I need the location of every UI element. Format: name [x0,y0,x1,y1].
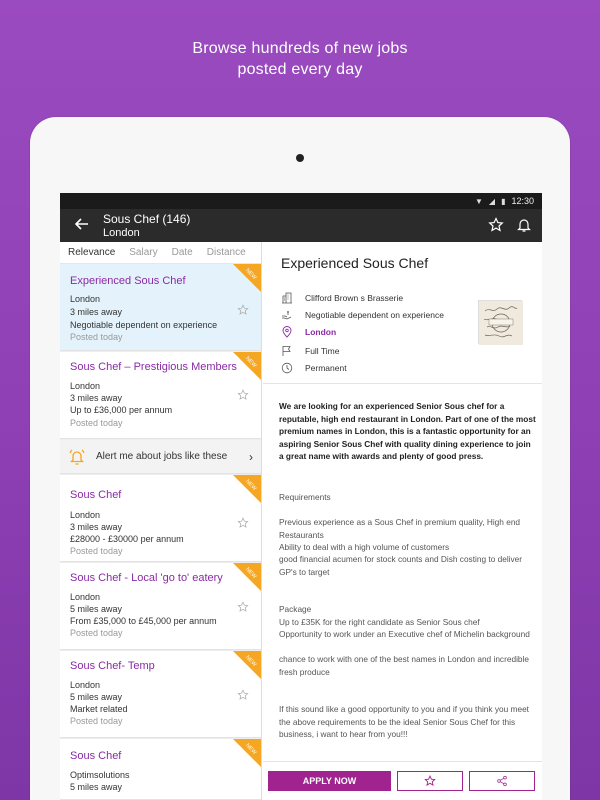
star-icon[interactable] [237,304,249,316]
svg-text:NEW: NEW [244,478,258,492]
job-list-pane [60,242,262,800]
job-location: London [70,381,101,391]
apply-now-button[interactable]: APPLY NOW [268,771,391,791]
sort-salary[interactable]: Salary [129,247,158,258]
job-card[interactable] [60,475,261,562]
job-detail-pane [263,242,542,800]
new-badge [233,264,261,292]
job-posted: Posted today [70,546,123,556]
package-item: chance to work with one of the best names in London and incredible fresh produce [279,654,529,677]
save-job-button[interactable] [397,771,463,791]
building-icon [281,292,293,304]
job-posted: Posted today [70,332,123,342]
job-location: London [70,510,101,520]
back-arrow-icon[interactable] [74,216,92,234]
new-badge [233,563,261,591]
job-posted: Posted today [70,418,123,428]
detail-title: Experienced Sous Chef [281,255,429,271]
job-location: London [70,680,101,690]
job-card[interactable] [60,264,261,351]
search-location: London [103,227,140,239]
svg-text:NEW: NEW [244,355,258,369]
promo-line-1: Browse hundreds of new jobs [192,40,408,57]
job-card[interactable] [60,352,261,439]
package-heading: Package [279,604,312,614]
job-title[interactable]: Sous Chef- Temp [70,660,155,672]
job-distance: 5 miles away [70,782,123,792]
location-pin-icon [281,326,293,338]
hours-text: Full Time [305,346,340,356]
new-badge [233,475,261,503]
share-job-button[interactable] [469,771,535,791]
search-title: Sous Chef (146) [103,212,191,226]
star-icon[interactable] [237,389,249,401]
new-badge [233,651,261,679]
bell-icon[interactable] [516,217,532,233]
job-salary: Market related [70,704,128,714]
new-badge [233,739,261,767]
requirement-item: Previous experience as a Sous Chef in premium quality, High end Restaurants [279,517,521,540]
flag-icon [281,345,293,357]
job-salary: £28000 - £30000 per annum [70,534,184,544]
package-item: Up to £35K for the right candidate as Senior Sous chef [279,617,480,627]
app-bar [60,209,542,242]
sort-relevance[interactable]: Relevance [68,247,116,258]
chevron-right-icon: › [249,450,253,464]
clock-icon [281,362,293,374]
job-distance: 3 miles away [70,307,123,317]
money-hand-icon [281,309,293,321]
job-title[interactable]: Sous Chef – Prestigious Members [70,361,237,373]
signal-icon: ◢ [488,196,496,206]
job-distance: 5 miles away [70,692,123,702]
star-icon[interactable] [237,517,249,529]
star-icon[interactable] [488,217,504,233]
job-distance: 3 miles away [70,522,123,532]
job-location: Optimsolutions [70,770,130,780]
battery-icon: ▮ [501,196,506,206]
requirements-heading: Requirements [279,492,331,502]
job-posted: Posted today [70,716,123,726]
alarm-bell-icon [67,447,87,467]
star-icon[interactable] [237,689,249,701]
job-title[interactable]: Sous Chef - Local 'go to' eatery [70,572,223,584]
status-time: 12:30 [511,196,534,206]
action-bar [263,761,542,800]
sort-date[interactable]: Date [171,247,193,258]
location-text[interactable]: London [305,327,337,337]
job-distance: 3 miles away [70,393,123,403]
job-salary: Up to £36,000 per annum [70,405,173,415]
camera-icon [296,154,304,162]
job-location: London [70,294,101,304]
svg-text:NEW: NEW [244,654,258,668]
company-logo [478,300,522,344]
star-icon[interactable] [237,601,249,613]
contract-text: Permanent [305,363,347,373]
promo-caption [0,38,600,80]
job-salary: Negotiable dependent on experience [70,320,218,330]
job-title[interactable]: Sous Chef [70,750,122,762]
job-salary: From £35,000 to £45,000 per annum [70,616,217,626]
promo-line-2: posted every day [237,61,363,78]
status-bar [60,193,542,209]
job-intro: We are looking for an experienced Senior Sous chef for a reputable, high end restaurant in London. Part of one of the most premium names in London, this is a fantastic opportunity for an aspiring Senior Sous Chef with quality dining experience to join a great name with awards and plenty of good press. [279,401,536,461]
sort-distance[interactable]: Distance [206,247,246,258]
wifi-icon: ▼ [474,196,483,206]
job-card[interactable] [60,651,261,738]
job-card[interactable] [60,739,261,800]
star-icon [424,775,436,787]
svg-text:NEW: NEW [244,566,258,580]
share-icon [496,775,508,787]
job-card[interactable] [60,563,261,650]
svg-text:NEW: NEW [244,742,258,756]
job-distance: 5 miles away [70,604,123,614]
requirement-item: Ability to deal with a high volume of customers [279,542,450,552]
salary-text: Negotiable dependent on experience [305,310,444,320]
svg-text:NEW: NEW [244,267,258,281]
job-title[interactable]: Sous Chef [70,489,122,501]
job-location: London [70,592,101,602]
company-name: Clifford Brown s Brasserie [305,293,404,303]
closing-text: If this sound like a good opportunity to you and if you think you meet the above requirements to be the ideal Senior Sous Chef for this business, i want to hear from you!!! [279,704,529,739]
job-title[interactable]: Experienced Sous Chef [70,275,186,287]
job-posted: Posted today [70,628,123,638]
app-screen [60,193,542,800]
detail-divider [263,383,542,384]
requirement-item: good financial acumen for stock counts and Dish costing to deliver GP's to target [279,554,523,577]
new-badge [233,352,261,380]
job-alert-label[interactable]: Alert me about jobs like these [96,451,228,462]
package-item: Opportunity to work under an Executive chef of Michelin background [279,629,530,639]
sort-bar [60,242,261,264]
job-alert-row[interactable] [60,440,261,474]
